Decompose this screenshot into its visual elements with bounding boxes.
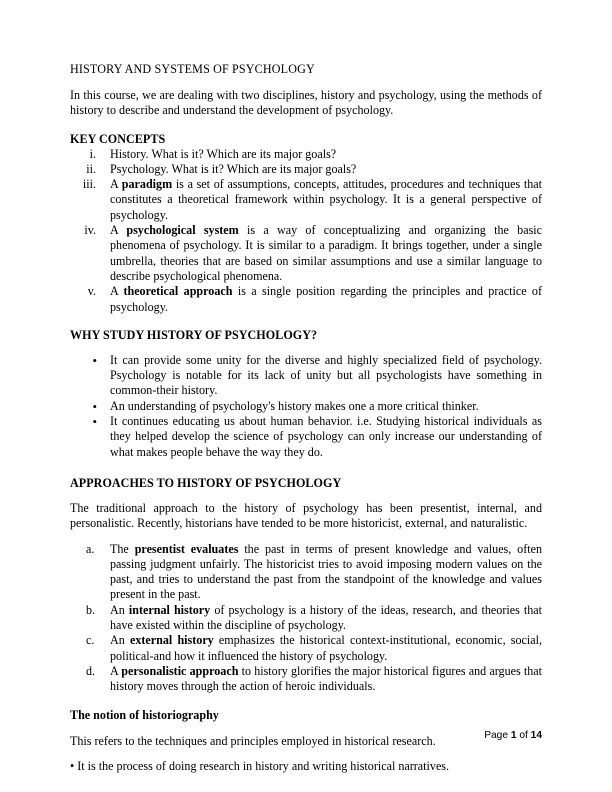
list-item-text: Psychology. What is it? Which are its major goals? — [110, 161, 357, 176]
list-item-text: emphasizes the historical context-institutional, economic, social, political-and how it influenced the history of psychology. — [110, 633, 542, 663]
historiography-paragraph: This refers to the techniques and principles employed in historical research. — [70, 733, 436, 748]
document-title: HISTORY AND SYSTEMS OF PSYCHOLOGY — [70, 62, 315, 76]
list-item-lead: A — [110, 284, 124, 299]
list-item-bold: personalistic approach — [121, 663, 239, 678]
list-marker: b. — [86, 602, 96, 617]
list-item — [70, 399, 542, 414]
why-study-list — [70, 353, 542, 460]
heading-why-study: WHY STUDY HISTORY OF PSYCHOLOGY? — [70, 327, 318, 342]
list-item — [70, 177, 542, 223]
list-marker: iii. — [82, 177, 96, 192]
list-item-text: It continues educating us about human behavior. i.e. Studying historical individuals as they helped develop the science of psychology can only increase our understanding of what makes people behave the way they do. — [110, 414, 542, 459]
list-marker: a. — [86, 541, 95, 556]
list-item-text: An understanding of psychology's history makes one a more critical thinker. — [110, 398, 479, 413]
spacer — [70, 460, 542, 476]
list-item-bold: theoretical approach — [123, 284, 233, 299]
historiography-bullet: • It is the process of doing research in history and writing historical narratives. — [70, 758, 450, 773]
bullet-icon: • — [92, 352, 97, 368]
list-item — [70, 414, 542, 460]
list-item-text: to history glorifies the major historical figures and argues that history moves through the action of heroic individuals. — [110, 663, 542, 694]
spacer — [70, 491, 542, 501]
list-item-lead: An — [110, 633, 130, 648]
list-item-lead: A — [110, 177, 122, 192]
list-item — [70, 162, 542, 177]
heading-key-concepts: KEY CONCEPTS — [70, 131, 166, 146]
spacer — [70, 119, 542, 132]
list-item — [70, 633, 542, 664]
list-item-text: It can provide some unity for the diverse and highly specialized field of psychology. Psychology is notable for its lack of unity but all psychologists have something in common-their history. — [110, 352, 542, 398]
footer-prefix: Page — [484, 730, 511, 741]
list-item-bold: presentist evaluates — [134, 541, 239, 556]
key-concepts-list — [70, 147, 542, 315]
list-item-text: is a set of assumptions, concepts, attitudes, procedures and techniques that constitutes a theoretical framework within psychology. It is a general perspective of psychology. — [110, 177, 542, 222]
heading-approaches: APPROACHES TO HISTORY OF PSYCHOLOGY — [70, 475, 342, 490]
list-marker: ii. — [86, 161, 96, 176]
footer-total-pages: 14 — [530, 730, 542, 741]
list-item-lead: A — [110, 663, 122, 678]
intro-paragraph: In this course, we are dealing with two disciplines, history and psychology, using the methods of history to describe and understand the development of psychology. — [70, 88, 542, 118]
list-item — [70, 664, 542, 695]
list-marker: c. — [86, 633, 95, 648]
list-item-lead: A — [110, 223, 127, 238]
list-marker: v. — [87, 284, 96, 299]
list-item — [70, 147, 542, 162]
list-item-bold: psychological system — [126, 223, 239, 238]
footer-current-page: 1 — [510, 730, 517, 741]
heading-historiography: The notion of historiography — [70, 707, 219, 722]
list-item — [70, 542, 542, 603]
page-content — [70, 62, 542, 774]
list-item — [70, 223, 542, 284]
footer-middle: of — [516, 730, 531, 741]
bullet-icon: • — [92, 414, 97, 430]
spacer — [70, 315, 542, 328]
list-item-bold: internal history — [128, 602, 211, 617]
spacer — [70, 749, 542, 759]
list-marker: iv. — [84, 223, 96, 238]
list-item-lead: The — [110, 541, 135, 556]
list-item-text: is a way of conceptualizing and organizing the basic phenomena of psychology. It is similar to a paradigm. It brings together, under a single umbrella, theories that are based on similar assumptions and use a similar language to describe psychological phenomena. — [110, 223, 543, 283]
list-item — [70, 353, 542, 399]
bullet-icon: • — [92, 398, 97, 414]
list-marker: i. — [89, 146, 96, 161]
list-item-text: History. What is it? Which are its major goals? — [110, 146, 337, 161]
list-item-text: of psychology is a history of the ideas, research, and theories that have existed within the discipline of psychology. — [110, 602, 542, 633]
approaches-list — [70, 542, 542, 695]
list-item-bold: paradigm — [121, 177, 173, 192]
list-item — [70, 284, 542, 315]
spacer — [70, 532, 542, 542]
list-item — [70, 603, 542, 634]
approaches-intro-paragraph: The traditional approach to the history of psychology has been presentist, internal, and personalistic. Recently, historians have tended to be more historicist, external, and naturalistic. — [70, 500, 542, 531]
spacer — [70, 343, 542, 353]
page-footer — [70, 730, 542, 742]
list-marker: d. — [86, 663, 96, 678]
list-item-bold: external history — [129, 633, 214, 648]
list-item-text: is a single position regarding the principles and practice of psychology. — [110, 284, 542, 314]
spacer — [70, 695, 542, 708]
list-item-lead: An — [110, 602, 129, 617]
list-item-text: the past in terms of present knowledge and values, often passing judgment unfairly. The historicist tries to avoid imposing modern values on the past, and tries to understand the past from the standpoint of the knowledge and values present in the past. — [110, 541, 543, 602]
